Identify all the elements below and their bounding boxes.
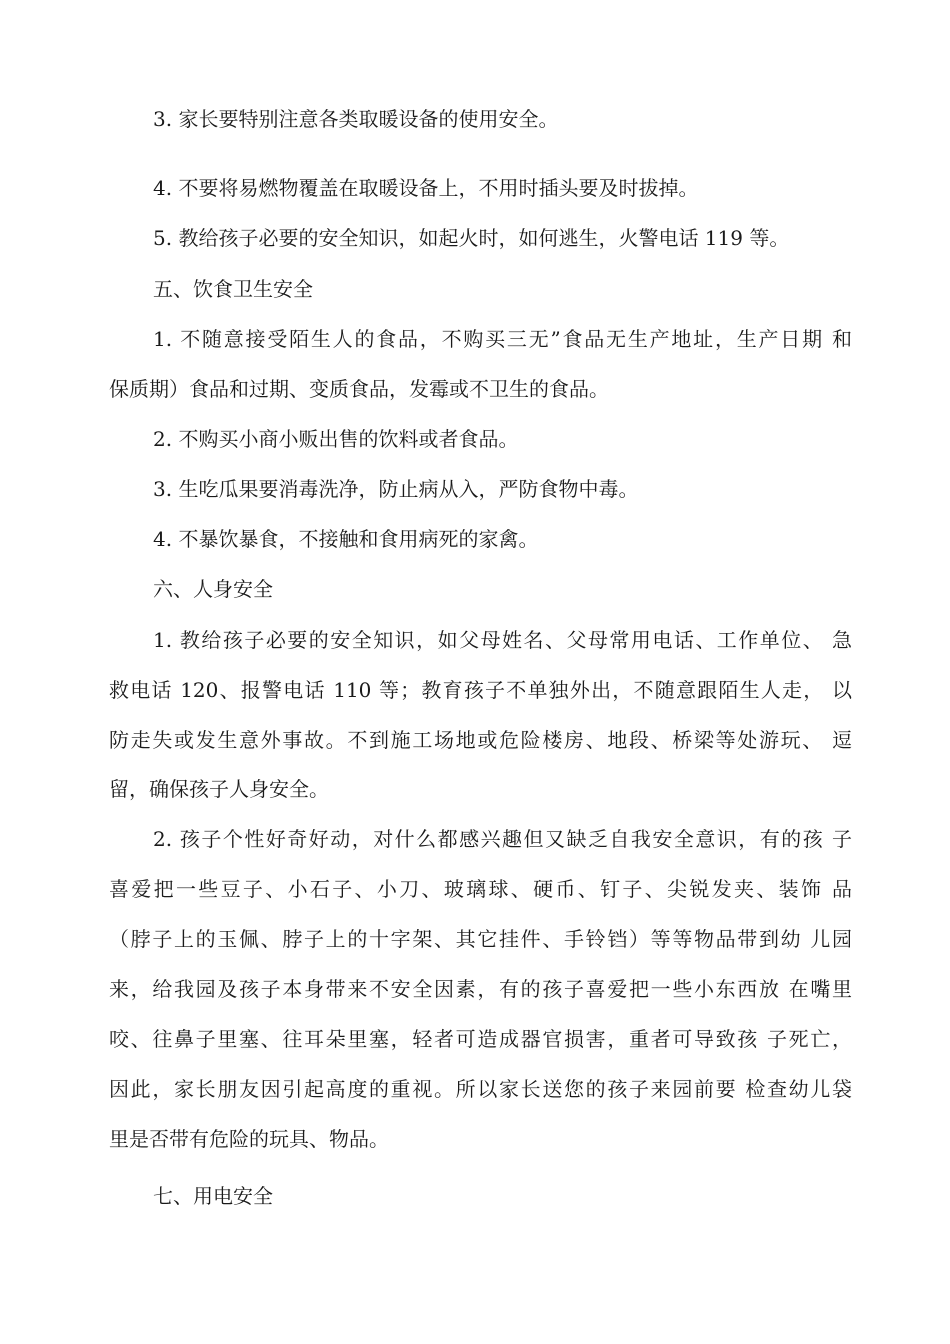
paragraph-line: 1. 教给孩子必要的安全知识，如父母姓名、父母常用电话、工作单位、 急	[153, 628, 852, 652]
paragraph-line: 保质期）食品和过期、变质食品，发霉或不卫生的食品。	[109, 377, 609, 401]
paragraph-line: 1. 不随意接受陌生人的食品，不购买三无”食品无生产地址，生产日期 和	[153, 327, 852, 351]
item-vendors: 2. 不购买小商小贩出售的饮料或者食品。	[153, 427, 519, 451]
section-heading-electrical-safety: 七、用电安全	[153, 1184, 273, 1208]
paragraph-line: 2. 孩子个性好奇好动，对什么都感兴趣但又缺乏自我安全意识，有的孩 子	[153, 827, 852, 851]
item-wash-fruit: 3. 生吃瓜果要消毒洗净，防止病从入，严防食物中毒。	[153, 477, 639, 501]
paragraph-line: 留，确保孩子人身安全。	[109, 777, 329, 801]
paragraph-line: 来，给我园及孩子本身带来不安全因素，有的孩子喜爱把一些小东西放 在嘴里	[109, 977, 852, 1001]
paragraph-line: 喜爱把一些豆子、小石子、小刀、玻璃球、硬币、钉子、尖锐发夹、装饰 品	[109, 877, 852, 901]
paragraph-line: 防走失或发生意外事故。不到施工场地或危险楼房、地段、桥梁等处游玩、 逗	[109, 728, 852, 752]
section-heading-personal-safety: 六、人身安全	[153, 577, 273, 601]
paragraph-line: 救电话 120、报警电话 110 等；教育孩子不单独外出，不随意跟陌生人走， 以	[109, 678, 852, 702]
paragraph-line: 因此，家长朋友因引起高度的重视。所以家长送您的孩子来园前要 检查幼儿袋	[109, 1077, 852, 1101]
paragraph-line: 里是否带有危险的玩具、物品。	[109, 1127, 389, 1151]
item-flammables: 4. 不要将易燃物覆盖在取暖设备上，不用时插头要及时拔掉。	[153, 176, 699, 200]
section-heading-food-safety: 五、饮食卫生安全	[153, 277, 313, 301]
item-heating-safety: 3. 家长要特别注意各类取暖设备的使用安全。	[153, 107, 559, 131]
paragraph-line: 咬、往鼻子里塞、往耳朵里塞，轻者可造成器官损害，重者可导致孩 子死亡，	[109, 1027, 852, 1051]
item-overeating: 4. 不暴饮暴食，不接触和食用病死的家禽。	[153, 527, 539, 551]
item-fire-knowledge: 5. 教给孩子必要的安全知识，如起火时，如何逃生，火警电话 119 等。	[153, 226, 790, 250]
paragraph-line: （脖子上的玉佩、脖子上的十字架、其它挂件、手铃铛）等等物品带到幼 儿园	[109, 927, 852, 951]
